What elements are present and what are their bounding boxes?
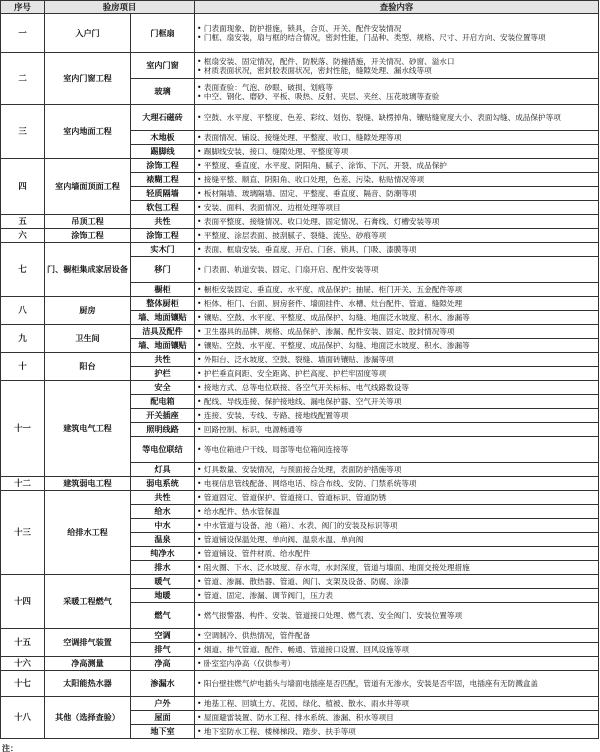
subitem-cell: 等电位联结 xyxy=(131,437,195,463)
content-line: • 燃气报警器、构件、安装、管道接口处理、燃气表、安全阀门、安装位置等项 xyxy=(197,611,463,620)
content-line: • 灯具数量、安装情况，与预面接合处理，表面防护措施等项 xyxy=(197,465,402,474)
content-cell xyxy=(195,353,599,367)
table-row xyxy=(1,657,599,671)
content-cell xyxy=(195,519,599,533)
header-content: 查验内容 xyxy=(195,1,599,14)
subitem-cell: 墙、地面镶贴 xyxy=(131,339,195,353)
content-cell xyxy=(195,311,599,325)
content-line: • 框扇安装、固定情况，配件、防脱落、防撞措施，开关情况、砂窗、溢水口 xyxy=(197,56,455,66)
subitem-cell: 空调 xyxy=(131,629,195,643)
row-number: 十六 xyxy=(1,657,45,671)
category-cell: 室内门窗工程 xyxy=(45,53,131,105)
row-number: 十三 xyxy=(1,491,45,575)
content-line: • 镶贴、空鼓、水平度、平整度、成品保护、勾缝、地面泛水坡度、积水、渗漏等 xyxy=(197,313,470,322)
subitem-cell: 屋面 xyxy=(131,711,195,725)
content-line: • 材质表面状况，密封胶表面状况，密封性能，缝隙处理、漏水线等项 xyxy=(197,65,432,75)
content-line: • 板材隔墙、玻璃隔墙、固定、平整度、垂直度、隔音、防潮等项 xyxy=(197,189,417,198)
content-line: • 表面平整度、接缝情况、收口处理、固定情况、石膏线、灯槽安装等项 xyxy=(197,217,440,226)
content-cell xyxy=(195,437,599,463)
subitem-cell: 移门 xyxy=(131,257,195,283)
subitem-cell: 共性 xyxy=(131,353,195,367)
content-cell xyxy=(195,53,599,79)
row-number: 二 xyxy=(1,53,45,105)
content-line: • 橱柜安装固定、垂直度、水平度、成品保护；抽屉、柜门开关、五金配件等项 xyxy=(197,285,463,294)
content-cell xyxy=(195,243,599,257)
content-line: • 地基工程、回填土方、花园、绿化、植被、散水、雨水井等项 xyxy=(197,699,409,708)
subitem-cell: 弱电系统 xyxy=(131,477,195,491)
table-row xyxy=(1,105,599,131)
table-body xyxy=(1,14,599,739)
content-cell xyxy=(195,725,599,739)
subitem-cell: 地暖 xyxy=(131,589,195,603)
content-line: • 门表面、轨道安装、固定、门扇开启、配件安装等项 xyxy=(197,265,379,274)
category-cell: 建筑弱电工程 xyxy=(45,477,131,491)
subitem-cell: 玻璃 xyxy=(131,79,195,105)
subitem-cell: 木地板 xyxy=(131,131,195,145)
content-line: • 电视信息管线配备、网络电话、综合布线、安防、门禁系统等项 xyxy=(197,479,417,488)
content-line: • 外阳台、泛水坡度、空鼓、裂缝、墙面砖镶贴、渗漏等项 xyxy=(197,355,394,364)
subitem-cell: 涂饰工程 xyxy=(131,229,195,243)
row-number: 四 xyxy=(1,159,45,215)
row-number: 七 xyxy=(1,243,45,297)
subitem-cell: 开关插座 xyxy=(131,409,195,423)
content-cell xyxy=(195,215,599,229)
subitem-cell: 灯具 xyxy=(131,463,195,477)
table-row xyxy=(1,243,599,257)
content-cell xyxy=(195,283,599,297)
subitem-cell: 安全 xyxy=(131,381,195,395)
subitem-cell: 温泉 xyxy=(131,533,195,547)
subitem-cell: 配电箱 xyxy=(131,395,195,409)
content-line: • 管道铺设、管件材质、给水配件 xyxy=(197,549,311,558)
content-cell xyxy=(195,381,599,395)
content-line: • 管道、固定、渗漏、调节阀门，压力表 xyxy=(197,591,333,600)
category-cell: 其他（选择查验） xyxy=(45,697,131,739)
content-line: • 表面情况、铺设、接缝处理、平整度、收口、缝隙处理等项 xyxy=(197,133,402,142)
subitem-cell: 共性 xyxy=(131,215,195,229)
category-cell: 阳台 xyxy=(45,353,131,381)
content-cell xyxy=(195,325,599,339)
content-cell xyxy=(195,145,599,159)
subitem-cell: 门框扇 xyxy=(131,14,195,53)
subitem-cell: 中水 xyxy=(131,519,195,533)
row-number: 六 xyxy=(1,229,45,243)
subitem-cell: 踢脚线 xyxy=(131,145,195,159)
table-row xyxy=(1,215,599,229)
subitem-cell: 整体厨柜 xyxy=(131,297,195,311)
subitem-cell: 裱糊工程 xyxy=(131,173,195,187)
table-row xyxy=(1,159,599,173)
category-cell: 采暖工程燃气 xyxy=(45,575,131,629)
content-cell xyxy=(195,491,599,505)
content-cell xyxy=(195,477,599,491)
content-cell xyxy=(195,257,599,283)
category-cell: 太阳能热水器 xyxy=(45,671,131,697)
row-number: 十八 xyxy=(1,697,45,739)
content-cell xyxy=(195,131,599,145)
content-line: • 配线、导线连接、保护接地线、漏电保护器、空气开关等项 xyxy=(197,397,402,406)
category-cell: 室内墙面顶面工程 xyxy=(45,159,131,215)
content-line: • 阳台壁挂燃气炉电插头与墙面电插座是否匹配，管道有无渗水，安装是否牢固，电插座有无防溅盒盖 xyxy=(197,679,539,688)
subitem-cell: 软包工程 xyxy=(131,201,195,215)
content-line: • 管道、渗漏、散热器、管道、阀门、支架及设备、防腐、涂漆 xyxy=(197,577,409,586)
subitem-cell: 地下室 xyxy=(131,725,195,739)
table-row xyxy=(1,575,599,589)
content-cell xyxy=(195,561,599,575)
content-line: • 中水管道与设备、池（箱）、水表、阀门的安装及标识等项 xyxy=(197,521,398,530)
row-number: 八 xyxy=(1,297,45,325)
content-cell xyxy=(195,547,599,561)
subitem-cell: 实木门 xyxy=(131,243,195,257)
content-cell xyxy=(195,533,599,547)
content-cell xyxy=(195,14,599,53)
table-row xyxy=(1,629,599,643)
subitem-cell: 燃气 xyxy=(131,603,195,629)
content-line: • 平整度、涂层表面、披刮腻子、裂缝、流坠、砂痕等项 xyxy=(197,231,387,240)
content-cell xyxy=(195,463,599,477)
row-number: 十七 xyxy=(1,671,45,697)
content-line: • 平整度、垂直度、水平度、阴阳角、腻子、涂饰、下沉、开裂、成品保护 xyxy=(197,161,447,170)
content-line: • 门框、扇安装，扇与框的结合情况，密封性能，门品种、类型、规格、尺寸、开启方向、安装位置等项 xyxy=(197,33,546,42)
row-number: 十五 xyxy=(1,629,45,657)
content-line: • 门表面现象、防护措施，锁具，合页、开关、配件安装情况 xyxy=(197,24,402,33)
subitem-cell: 橱柜 xyxy=(131,283,195,297)
subitem-cell: 暖气 xyxy=(131,575,195,589)
table-row xyxy=(1,491,599,505)
category-cell: 室内地面工程 xyxy=(45,105,131,159)
category-cell: 空调排气装置 xyxy=(45,629,131,657)
subitem-cell: 照明线路 xyxy=(131,423,195,437)
row-number: 十四 xyxy=(1,575,45,629)
content-line: • 地下室防水工程、楼梯梯段、踏步、扶手等项 xyxy=(197,727,356,736)
content-line: • 空鼓、水平度、平整度、色差、彩纹、划伤、裂缝、缺楞掉角、镶贴缝宽度大小、表面勾缝、成品保护等项 xyxy=(197,113,561,122)
table-row xyxy=(1,381,599,395)
table-row xyxy=(1,325,599,339)
subitem-cell: 室内门窗 xyxy=(131,53,195,79)
row-number: 三 xyxy=(1,105,45,159)
subitem-cell: 护栏 xyxy=(131,367,195,381)
table-row xyxy=(1,297,599,311)
category-cell: 厨房 xyxy=(45,297,131,325)
category-cell: 涂饰工程 xyxy=(45,229,131,243)
content-cell xyxy=(195,643,599,657)
content-cell xyxy=(195,697,599,711)
category-cell: 入户门 xyxy=(45,14,131,53)
content-cell xyxy=(195,105,599,131)
content-line: • 接缝平整、顺直、阴阳角、收口处理，色差、污染、粘贴情况等项 xyxy=(197,175,425,184)
footer-note: 注： xyxy=(2,744,18,752)
row-number: 五 xyxy=(1,215,45,229)
content-line: • 阻火圈、下水、泛水坡度、存水弯，水封深度，管道与墙面、地面交接处理措施 xyxy=(197,563,470,572)
table-row xyxy=(1,229,599,243)
content-cell xyxy=(195,173,599,187)
content-cell xyxy=(195,657,599,671)
content-cell xyxy=(195,629,599,643)
row-number: 九 xyxy=(1,325,45,353)
table-row xyxy=(1,353,599,367)
row-number: 十二 xyxy=(1,477,45,491)
table-header-row xyxy=(1,1,599,14)
subitem-cell: 排水 xyxy=(131,561,195,575)
content-cell xyxy=(195,711,599,725)
table-row xyxy=(1,671,599,697)
content-cell xyxy=(195,187,599,201)
subitem-cell: 净高 xyxy=(131,657,195,671)
category-cell: 门、橱柜集成家居设备 xyxy=(45,243,131,297)
content-line: • 空调制冷、供热情况，管件配备 xyxy=(197,631,311,640)
content-cell xyxy=(195,79,599,105)
content-cell xyxy=(195,297,599,311)
content-cell xyxy=(195,409,599,423)
content-line: • 护栏垂直间距、安全距离、护栏高度、护栏牢固度等项 xyxy=(197,369,387,378)
category-cell: 卫生间 xyxy=(45,325,131,353)
content-line: • 镶贴、空鼓、水平度、平整度、成品保护、勾缝、地面泛水坡度、积水、渗漏等 xyxy=(197,341,470,350)
subitem-cell: 户外 xyxy=(131,697,195,711)
content-line: • 屋面避雷装置、防水工程、排水系统、渗漏、积水等项目 xyxy=(197,713,394,722)
subitem-cell: 洁具及配件 xyxy=(131,325,195,339)
content-line: • 表面查验：气泡、砂眼、破损、划痕等 xyxy=(197,82,333,92)
table-row xyxy=(1,14,599,53)
content-line: • 安装、面料、表面情况、边框处理等项目 xyxy=(197,203,341,212)
content-line: • 卧室室内净高（仅供参考） xyxy=(197,659,296,668)
content-cell xyxy=(195,671,599,697)
header-no: 序号 xyxy=(1,1,45,14)
header-item: 验房项目 xyxy=(45,1,195,14)
category-cell: 净高测量 xyxy=(45,657,131,671)
content-line: • 接地方式、总等电位联接、各空气开关标标、电气线路数设等 xyxy=(197,383,409,392)
category-cell: 给排水工程 xyxy=(45,491,131,575)
content-line: • 管道固定、管道保护、管道接口、管道标识、管道防锈 xyxy=(197,493,387,502)
category-cell: 建筑电气工程 xyxy=(45,381,131,477)
content-line: • 卫生器具的品牌、规格、成品保护、渗漏、配件安装、固定、胶封情况等项 xyxy=(197,327,455,336)
table-row xyxy=(1,697,599,711)
subitem-cell: 纯净水 xyxy=(131,547,195,561)
table-row xyxy=(1,53,599,79)
row-number: 十一 xyxy=(1,381,45,477)
content-line: • 中空、钢化、磨砂、平板、吸热、反射、夹层、夹丝、压花玻璃等查验 xyxy=(197,91,440,101)
row-number: 十 xyxy=(1,353,45,381)
subitem-cell: 渗漏水 xyxy=(131,671,195,697)
content-line: • 等电位箱进户干线、局部等电位箱间连接等 xyxy=(197,445,349,454)
content-cell xyxy=(195,505,599,519)
subitem-cell: 给水 xyxy=(131,505,195,519)
content-line: • 连接、安装、专线、专路、接地线配置等项 xyxy=(197,411,349,420)
content-line: • 管道铺设保温处理、单向阀、温泉水温、单向阀 xyxy=(197,535,364,544)
content-line: • 踢脚线安装、接口、缝隙处理、平整度等项 xyxy=(197,147,349,156)
subitem-cell: 轻质隔墙 xyxy=(131,187,195,201)
content-cell xyxy=(195,603,599,629)
category-cell: 吊顶工程 xyxy=(45,215,131,229)
content-line: • 回路控制、标识、电源畅通等 xyxy=(197,425,303,434)
content-line: • 烟道、排气管道、配件、畅通、管道接口设置、回风设施等项 xyxy=(197,645,409,654)
row-number: 一 xyxy=(1,14,45,53)
content-cell xyxy=(195,575,599,589)
content-cell xyxy=(195,395,599,409)
subitem-cell: 涂饰工程 xyxy=(131,159,195,173)
content-cell xyxy=(195,229,599,243)
subitem-cell: 墙、地面镶贴 xyxy=(131,311,195,325)
subitem-cell: 共性 xyxy=(131,491,195,505)
content-cell xyxy=(195,589,599,603)
subitem-cell: 大理石磁砖 xyxy=(131,105,195,131)
content-cell xyxy=(195,159,599,173)
content-cell xyxy=(195,339,599,353)
content-cell xyxy=(195,201,599,215)
content-cell xyxy=(195,423,599,437)
content-line: • 表面、框扇安装、垂直度、开启、门套、锁具、门吸、漆膜等项 xyxy=(197,245,417,254)
content-line: • 给水配件、热水管保温 xyxy=(197,507,280,516)
content-line: • 柜体、柜门、台面、厨房套件、墙面挂件、水槽、灶台配件、管道、缝隙处理 xyxy=(197,299,463,308)
subitem-cell: 排气 xyxy=(131,643,195,657)
table-row xyxy=(1,477,599,491)
content-cell xyxy=(195,367,599,381)
